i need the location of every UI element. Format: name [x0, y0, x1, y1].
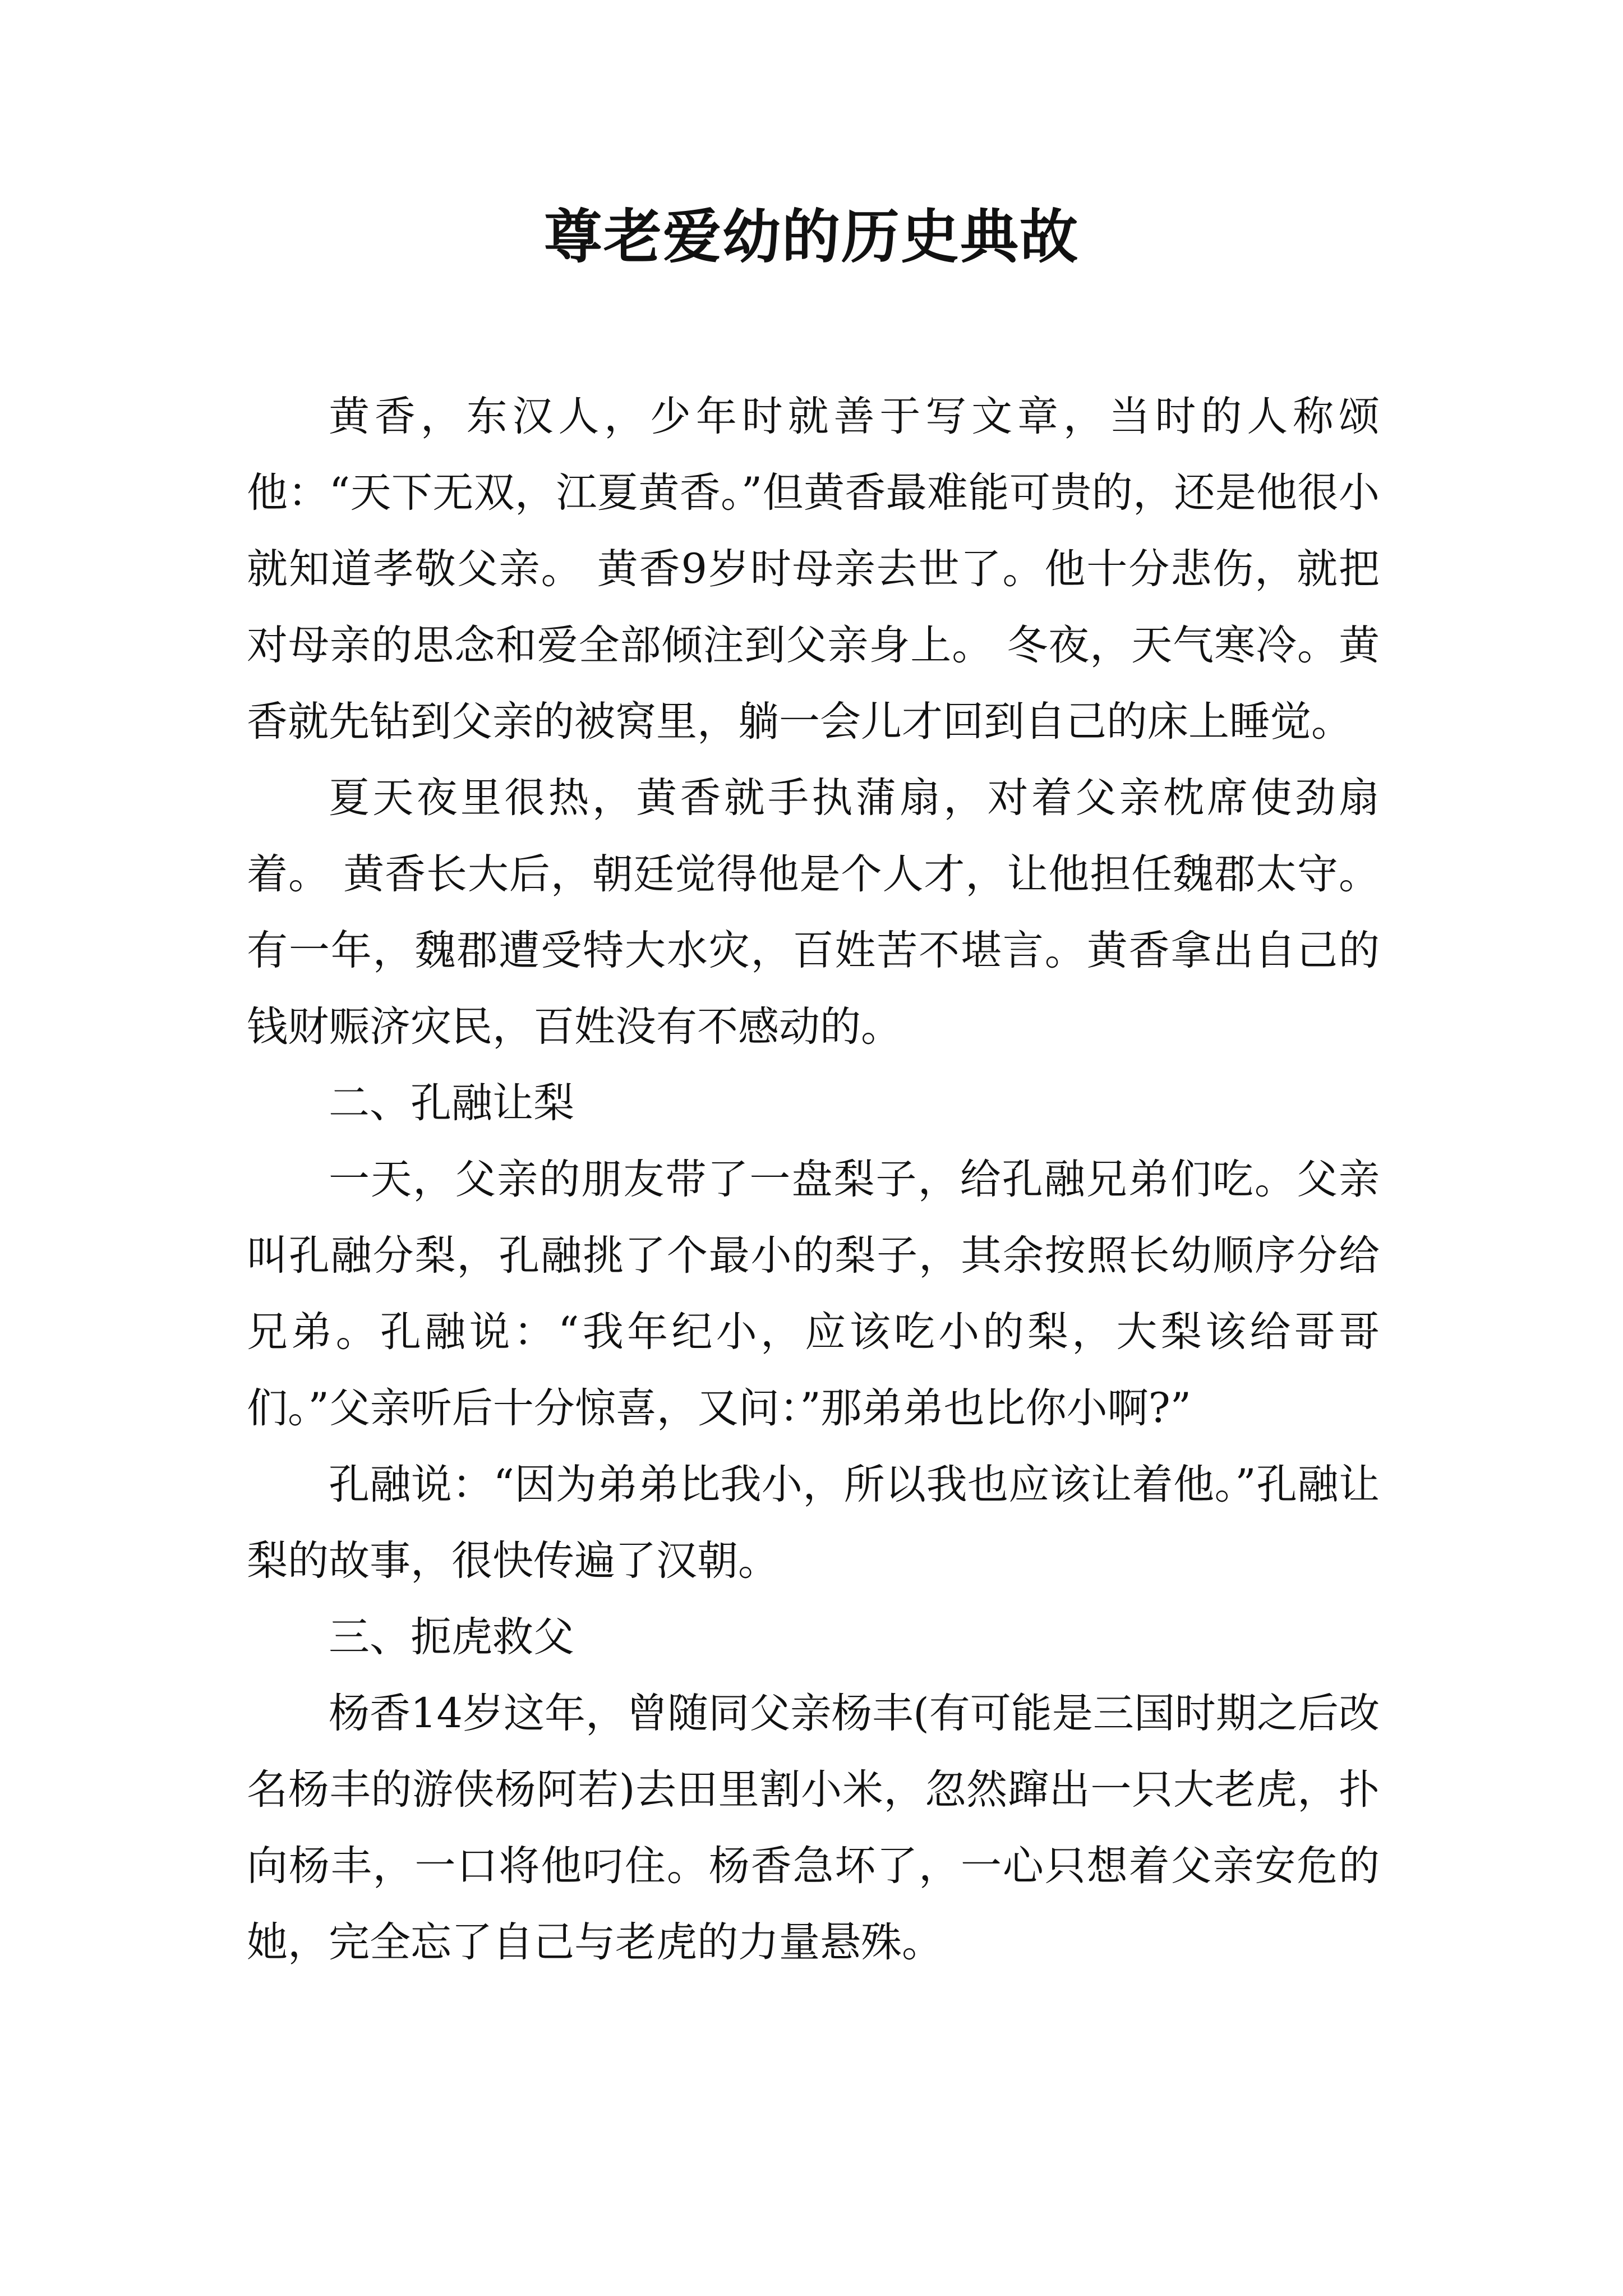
paragraph-huangxiang-summer: 夏天夜里很热，黄香就手执蒲扇，对着父亲枕席使劲扇着。 黄香长大后，朝廷觉得他是个人才，让他担任魏郡太守。有一年，魏郡遭受特大水灾，百姓苦不堪言。黄香拿出自己的钱财赈济灾民，百姓没有不感动的。 [247, 774, 1380, 1051]
section-heading-tiger: 三、扼虎救父 [329, 1613, 574, 1661]
paragraph-kongrong-reply: 孔融说：“因为弟弟比我小，所以我也应该让着他。”孔融让梨的故事，很快传遍了汉朝。 [247, 1461, 1380, 1585]
paragraph-yangxiang-tiger: 杨香14岁这年，曾随同父亲杨丰(有可能是三国时期之后改名杨丰的游侠杨阿若)去田里割小米，忽然蹿出一只大老虎，扑向杨丰，一口将他叼住。杨香急坏了，一心只想着父亲安危的她，完全忘了自己与老虎的力量悬殊。 [247, 1690, 1380, 1966]
document-title: 尊老爱幼的历史典故 [543, 202, 1079, 271]
paragraph-huangxiang-intro: 黄香，东汉人，少年时就善于写文章，当时的人称颂他：“天下无双，江夏黄香。”但黄香最难能可贵的，还是他很小就知道孝敬父亲。 黄香9岁时母亲去世了。他十分悲伤，就把对母亲的思念和爱全部倾注到父亲身上。 冬夜，天气寒冷。黄香就先钻到父亲的被窝里，躺一会儿才回到自己的床上睡觉。 [247, 393, 1380, 746]
paragraph-kongrong-pears: 一天，父亲的朋友带了一盘梨子，给孔融兄弟们吃。父亲叫孔融分梨，孔融挑了个最小的梨子，其余按照长幼顺序分给兄弟。孔融说：“我年纪小，应该吃小的梨，大梨该给哥哥们。”父亲听后十分惊喜，又问：”那弟弟也比你小啊?” [247, 1156, 1380, 1432]
section-heading-kongrong: 二、孔融让梨 [329, 1079, 574, 1127]
document-body [247, 379, 1380, 1981]
